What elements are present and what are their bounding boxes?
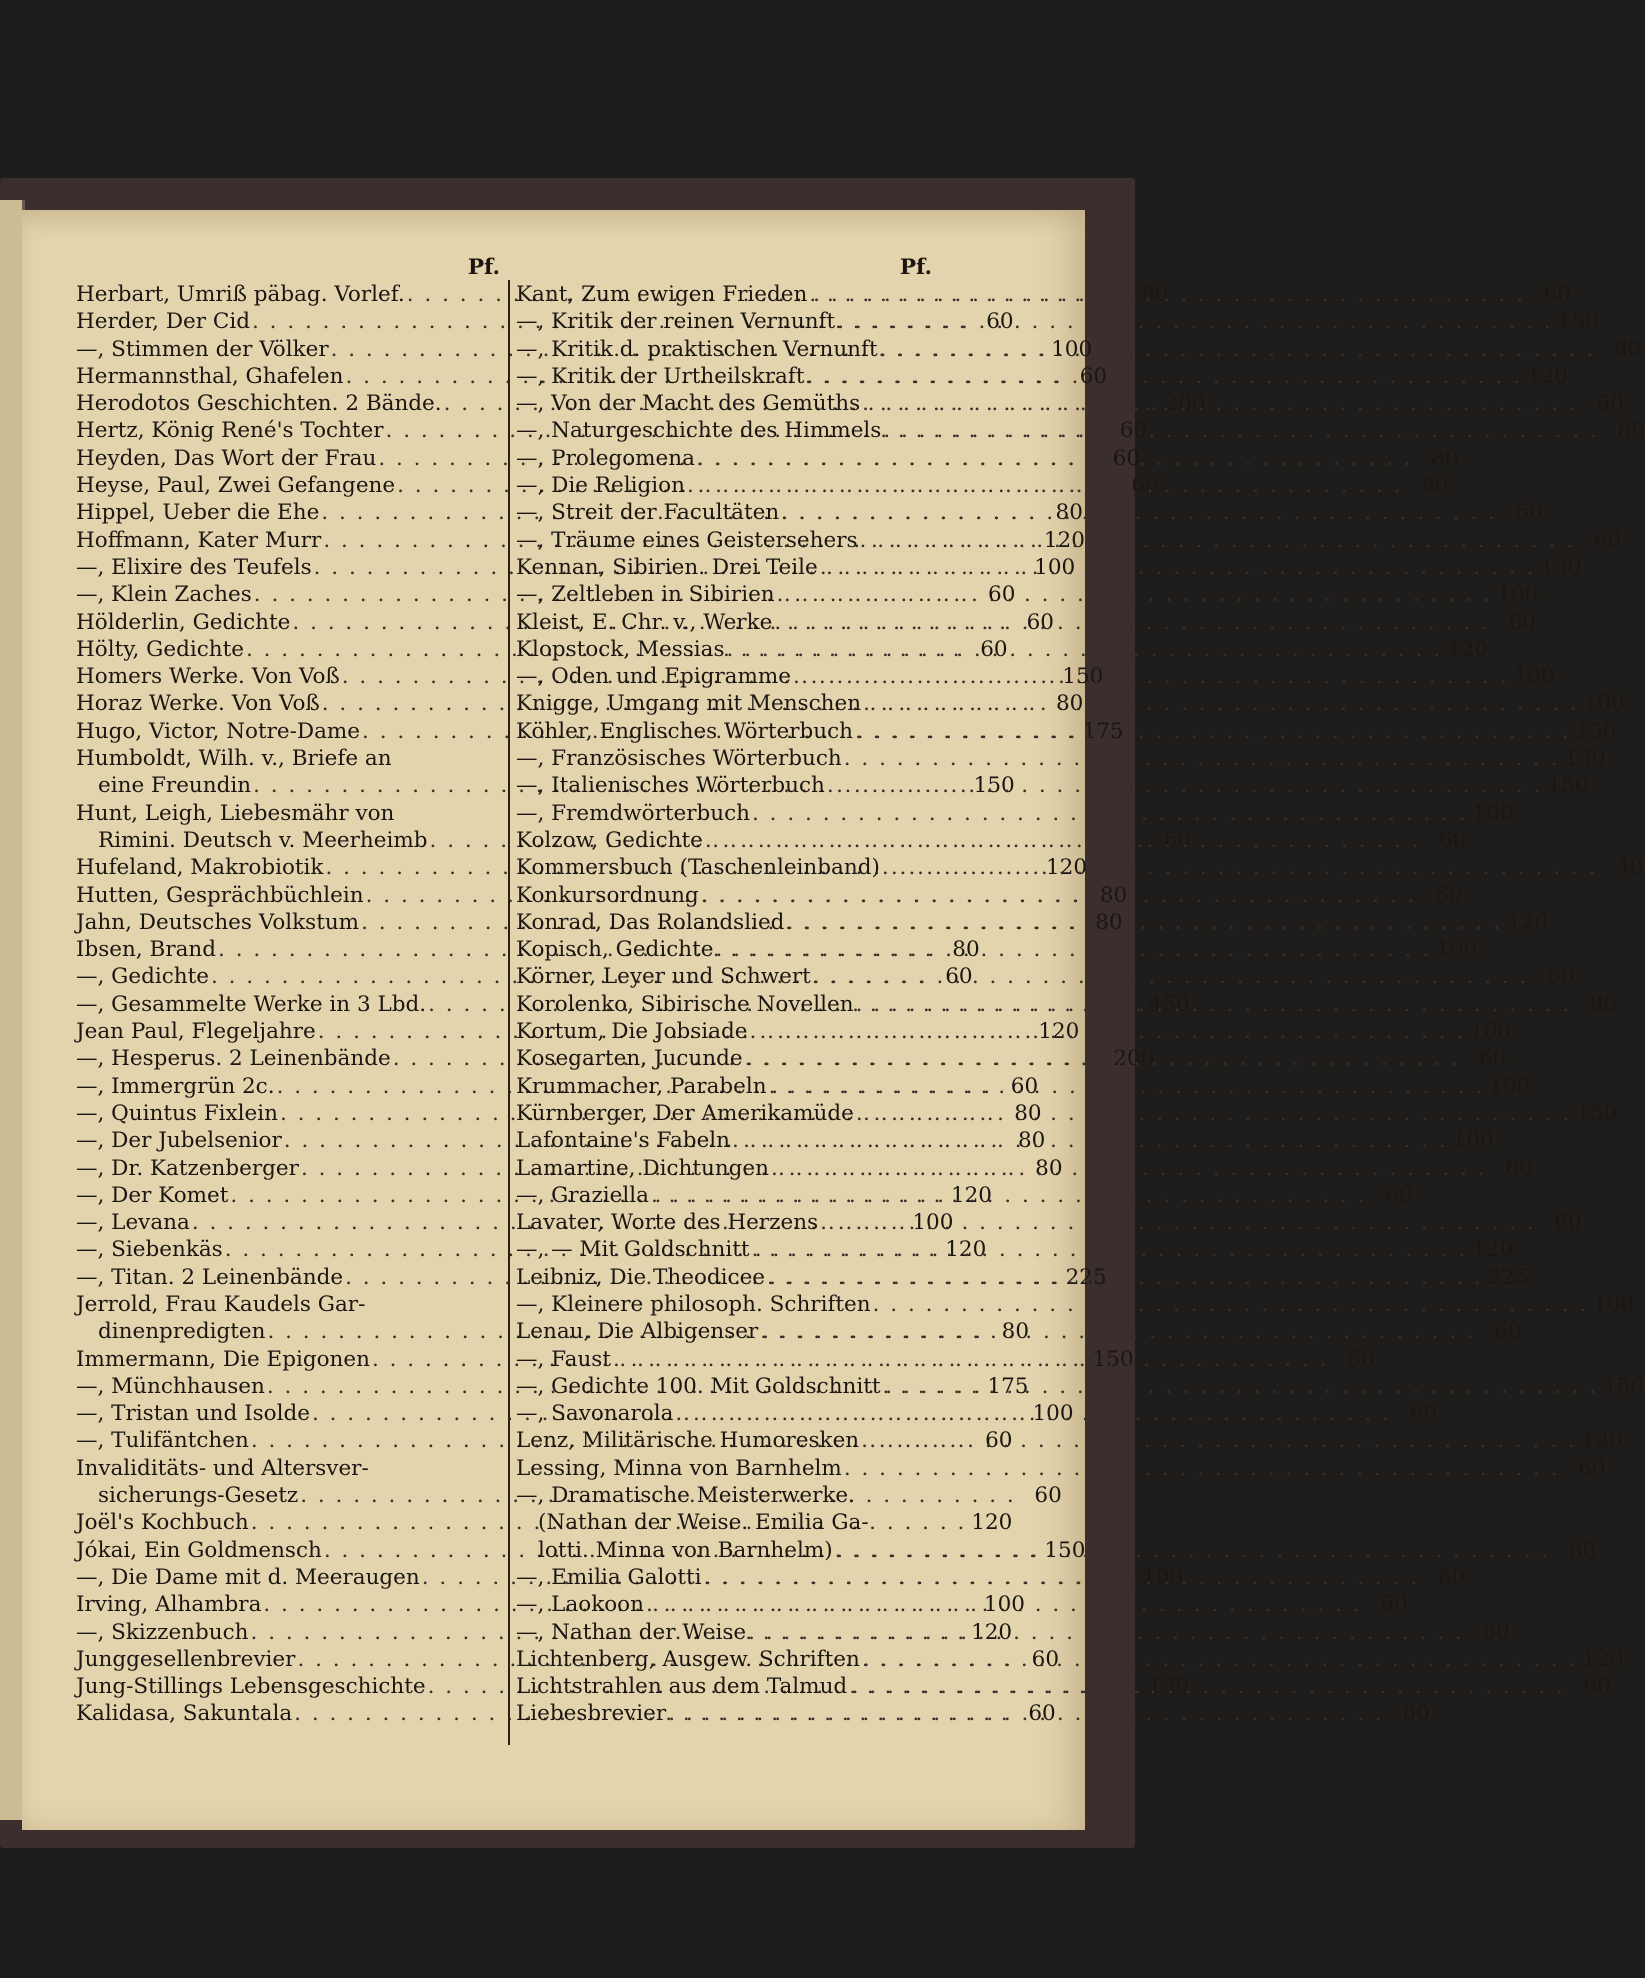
entry-title: Kennan, Sibirien. Drei Teile [516, 554, 818, 580]
entry-title: Lamartine, Dichtungen [516, 1155, 770, 1181]
entry-title: Hermannsthal, Ghafelen [76, 363, 344, 389]
entry-price: 100 [1435, 937, 1478, 963]
leader-dots [859, 1427, 1579, 1454]
entry-title: Kürnberger, Der Amerikamüde [516, 1100, 854, 1126]
entry-title: —, Die Religion [516, 473, 685, 499]
entry-price: 150 [1557, 309, 1599, 335]
entry-title: Immermann, Die Epigonen [76, 1346, 370, 1372]
entry-title: Krummacher, Parabeln [516, 1073, 767, 1099]
entry-price: 120 [1582, 1646, 1624, 1672]
catalog-entry [516, 1700, 1430, 1727]
leader-dots [861, 690, 1581, 717]
leader-dots [769, 1155, 1489, 1182]
entry-price: 80 [1099, 882, 1128, 908]
entry-price: 60 [1478, 1046, 1507, 1072]
catalog-entry [516, 772, 1589, 799]
entry-title: —, Der Komet [76, 1182, 229, 1208]
entry-title: —, Titan. 2 Leinenbände [76, 1264, 344, 1290]
entry-price: 100 [1470, 1019, 1512, 1045]
entry-title: —, Nathan der Weise [516, 1619, 747, 1645]
leader-dots [666, 1700, 1386, 1727]
entry-title: Kolzow, Gedichte [516, 827, 703, 853]
leader-dots [860, 390, 1580, 417]
entry-price: 80 [1095, 909, 1123, 935]
entry-title: —, Laokoon [516, 1592, 644, 1618]
leader-dots [713, 936, 1433, 963]
entry-title: —, Levana [76, 1210, 190, 1236]
entry-price: 60 [1112, 445, 1140, 471]
entry-price: 60 [1402, 1701, 1430, 1727]
entry-title: Hutten, Gesprächbüchlein [76, 882, 364, 908]
entry-price: 100 [1497, 582, 1539, 608]
entry-title: —, Zeltleben in Sibirien [516, 582, 775, 608]
entry-price: 60 [986, 309, 1014, 335]
entry-title: Klopstock, Messias [516, 636, 725, 662]
entry-title: Leibniz, Die Theodicee [516, 1264, 766, 1290]
leader-dots [703, 827, 1423, 854]
entry-price: 60 [1079, 363, 1108, 389]
entry-title: lotti. Minna von Barnhelm) [538, 1537, 833, 1563]
entry-price: 60 [1434, 882, 1463, 908]
entry-price: 60 [1547, 964, 1575, 990]
entry-price: 225 [1065, 1264, 1107, 1290]
entry-title: Herbart, Umriß päbag. Vorlef. [76, 282, 405, 307]
catalog-entry [516, 800, 1514, 827]
leader-dots [880, 854, 1600, 881]
entry-price: 60 [1437, 1564, 1466, 1590]
entry-price: 100 [1452, 1128, 1494, 1154]
entry-price: 60 [1554, 1210, 1582, 1236]
entry-price: 150 [1564, 746, 1606, 772]
entry-title: —, Von der Macht des Gemüths [516, 391, 861, 417]
entry-price: 100 [1593, 1291, 1635, 1317]
entry-price: 60 [1163, 827, 1192, 853]
entry-title: —, Naturgeschichte des Himmels [516, 418, 882, 444]
price-header: Pf. [467, 255, 500, 280]
entry-title: Horaz Werke. Von Voß [76, 691, 320, 717]
entry-title: —, Französisches Wörterbuch [516, 746, 842, 772]
entry-price: 150 [1547, 773, 1589, 799]
entry-title: —, Dramatische Meisterwerke. [516, 1483, 855, 1509]
entry-title: Jerrold, Frau Kaudels Gar- [76, 1291, 366, 1317]
entry-price: 120 [971, 1510, 1013, 1536]
entry-title: —, Fremdwörterbuch [516, 800, 751, 826]
entry-title: Rimini. Deutsch v. Meerheimb [98, 827, 428, 853]
entry-title: Lavater, Worte des Herzens [516, 1210, 819, 1236]
leader-dots [702, 1564, 1422, 1591]
entry-price: 450 [1148, 991, 1190, 1017]
entry-title: —, Tristan und Isolde [76, 1401, 310, 1427]
entry-price: 150 [1603, 1373, 1645, 1399]
entry-title: —, Kritik der Urtheilskraft [516, 363, 805, 389]
entry-price: 80 [1001, 1319, 1030, 1345]
entry-title: Hölderlin, Gedichte [76, 609, 291, 635]
entry-price: 80 [1568, 1537, 1597, 1563]
entry-title: Hufeland, Makrobiotik [76, 855, 324, 881]
entry-title: Invaliditäts- und Altersver- [76, 1455, 369, 1481]
leader-dots [881, 1373, 1601, 1400]
catalog-entry [76, 745, 504, 772]
leader-dots [784, 909, 1504, 936]
entry-title: —, Münchhausen [76, 1373, 265, 1399]
entry-title: Hoffmann, Kater Murr [76, 527, 322, 553]
entry-title: Lenau, Die Albigenser [516, 1319, 759, 1345]
entry-price: 60 [1593, 527, 1622, 553]
entry-price: 60 [945, 964, 973, 990]
entry-price: 150 [1540, 554, 1582, 580]
entry-price: 80 [1035, 1155, 1063, 1181]
entry-price: 60 [1505, 1155, 1533, 1181]
entry-price: 200 [1164, 391, 1206, 417]
column-divider [508, 280, 510, 1745]
entry-title: Humboldt, Wilh. v., Briefe an [76, 746, 392, 772]
entry-title: —, Kritik d. praktischen Vernunft [516, 336, 878, 362]
entry-price: 100 [1032, 1401, 1074, 1427]
entry-title: —, Der Jubelsenior [76, 1128, 282, 1154]
entry-price: 120 [1038, 1019, 1080, 1045]
entry-title: —, Elixire des Teufels [76, 554, 312, 580]
entry-price: 200 [1113, 1046, 1155, 1072]
leader-dots [750, 1236, 1470, 1263]
entry-title: Kleist, E. Chr. v., Werke [516, 609, 773, 635]
entry-title: —, Quintus Fixlein [76, 1100, 278, 1126]
entry-price: 150 [1044, 1537, 1086, 1563]
catalog-entry [76, 1455, 504, 1482]
entry-title: Jean Paul, Flegeljahre [76, 1019, 316, 1045]
leader-dots [730, 1127, 1450, 1154]
entry-price: 80 [1613, 336, 1642, 362]
entry-title: —, Immergrün 2c. [76, 1073, 275, 1099]
entry-price: 60 [1409, 1401, 1437, 1427]
leader-dots [779, 499, 1499, 526]
entry-price: 60 [1385, 1182, 1413, 1208]
entry-price: 60 [1439, 827, 1467, 853]
entry-price: 60 [1028, 1701, 1056, 1727]
entry-price: 100 [1583, 691, 1625, 717]
entry-title: —, Siebenkäs [76, 1237, 223, 1263]
entry-title: Lichtenberg, Ausgew. Schriften [516, 1646, 860, 1672]
entry-price: 80 [1431, 445, 1459, 471]
entry-price: 100 [1489, 1073, 1531, 1099]
entry-price: 100 [1051, 336, 1093, 362]
leader-dots [818, 554, 1538, 581]
leader-dots [807, 281, 1527, 308]
leader-dots [673, 1400, 1393, 1427]
entry-price: 60 [1543, 282, 1571, 307]
entry-title: Lenz, Militärische Humoresken [516, 1428, 860, 1454]
leader-dots [695, 445, 1415, 472]
entry-title: —, Italienisches Wörterbuch [516, 773, 825, 799]
leader-dots [842, 1455, 1562, 1482]
entry-price: 60 [1131, 473, 1159, 499]
entry-title: Homers Werke. Von Voß [76, 664, 340, 690]
leader-dots [871, 1291, 1591, 1318]
entry-title: Joël's Kochbuch [76, 1510, 249, 1536]
entry-title: Kant, Zum ewigen Frieden [516, 282, 808, 307]
leader-dots [858, 527, 1578, 554]
entry-price: 80 [1141, 282, 1169, 307]
entry-title: Heyse, Paul, Zwei Gefangene [76, 473, 396, 499]
entry-title: Herodotos Geschichten. 2 Bände. [76, 391, 442, 417]
entry-title: Jókai, Ein Goldmensch [76, 1537, 322, 1563]
entry-title: Ibsen, Brand [76, 937, 217, 963]
entry-title: Kalidasa, Sakuntala [76, 1701, 293, 1727]
leader-dots [835, 308, 1555, 335]
entry-price: 150 [1575, 718, 1617, 744]
entry-price: 100 [983, 1592, 1025, 1618]
entry-title: —, Gesammelte Werke in 3 Lbd. [76, 991, 427, 1017]
entry-price: 60 [1347, 1346, 1375, 1372]
catalog-entry [76, 1291, 504, 1318]
entry-title: Irving, Alhambra [76, 1592, 262, 1618]
entry-title: (Nathan der Weise. Emilia Ga- [538, 1510, 869, 1536]
entry-price: 120 [1581, 1428, 1623, 1454]
entry-price: 60 [1596, 391, 1624, 417]
entry-price: 120 [1043, 527, 1085, 553]
entry-title: Kortum, Die Jobsiade [516, 1019, 748, 1045]
entry-title: —, Faust [516, 1346, 611, 1372]
leader-dots [853, 718, 1573, 745]
entry-title: Hunt, Leigh, Liebesmähr von [76, 800, 395, 826]
leader-dots [833, 1537, 1553, 1564]
leader-dots [767, 1073, 1487, 1100]
entry-title: sicherungs-Gesetz [98, 1483, 299, 1509]
entry-price: 150 [1062, 664, 1104, 690]
entry-title: Kommersbuch (Taschenleinband) [516, 855, 880, 881]
entry-price: 40 [1616, 855, 1644, 881]
entry-title: Kosegarten, Jucunde [516, 1046, 743, 1072]
entry-price: 60 [1578, 1455, 1606, 1481]
entry-price: 120 [950, 1182, 992, 1208]
entry-price: 80 [1589, 991, 1618, 1017]
entry-title: Köhler, Englisches Wörterbuch [516, 718, 854, 744]
entry-price: 120 [945, 1237, 987, 1263]
leader-dots [649, 1182, 1369, 1209]
entry-price: 60 [1583, 1674, 1611, 1700]
entry-title: Lafontaine's Fabeln [516, 1128, 731, 1154]
entry-title: Heyden, Das Wort der Frau [76, 445, 377, 471]
leader-dots [804, 363, 1524, 390]
leader-dots [644, 1591, 1364, 1618]
entry-title: eine Freundin [98, 773, 252, 799]
entry-price: 60 [1010, 1073, 1039, 1099]
entry-title: Herder, Der Cid [76, 309, 250, 335]
leader-dots [750, 800, 1470, 827]
catalog-entry [516, 827, 1467, 854]
leader-dots [747, 1018, 1467, 1045]
entry-price: 100 [1472, 800, 1514, 826]
entry-title: Kopisch, Gedichte [516, 937, 714, 963]
leader-dots [854, 1100, 1574, 1127]
entry-title: Hertz, König René's Tochter [76, 418, 384, 444]
entry-title: Hugo, Victor, Notre-Dame [76, 718, 361, 744]
leader-dots [847, 1673, 1567, 1700]
entry-title: —, Klein Zaches [76, 582, 252, 608]
entry-price: 175 [1082, 718, 1124, 744]
entry-price: 60 [1119, 418, 1148, 444]
entry-price: 80 [1055, 500, 1083, 526]
entry-title: —, Savonarola [516, 1401, 674, 1427]
catalog-entry [516, 1509, 936, 1536]
entry-price: 150 [973, 773, 1015, 799]
entry-title: Lessing, Minna von Barnhelm [516, 1455, 842, 1481]
entry-title: Liebesbrevier [516, 1701, 667, 1727]
leader-dots [818, 1209, 1538, 1236]
entry-title: —, Hesperus. 2 Leinenbände [76, 1046, 391, 1072]
entry-title: Knigge, Umgang mit Menschen [516, 691, 862, 717]
entry-title: —, Streit der Facultäten [516, 500, 780, 526]
entry-title: —, Gedichte [76, 964, 209, 990]
leader-dots [825, 772, 1545, 799]
entry-price: 60 [1508, 609, 1536, 635]
catalog-entry [516, 963, 1575, 990]
entry-price: 60 [1034, 1483, 1062, 1509]
entry-title: Korolenko, Sibirische Novellen [516, 991, 854, 1017]
entry-title: Junggesellenbrevier [76, 1646, 296, 1672]
entry-title: Konkursordnung [516, 882, 699, 908]
entry-price: 100 [912, 1210, 954, 1236]
catalog-entry [76, 800, 504, 827]
leader-dots [758, 1318, 1478, 1345]
entry-title: Jahn, Deutsches Volkstum [76, 909, 360, 935]
catalog-entry [516, 609, 1536, 636]
entry-title: Hippel, Ueber die Ehe [76, 500, 320, 526]
entry-title: —, Emilia Galotti [516, 1564, 702, 1590]
entry-title: —, Dr. Katzenberger [76, 1155, 299, 1181]
entry-title: Lichtstrahlen aus dem Talmud [516, 1674, 848, 1700]
entry-price: 60 [980, 636, 1008, 662]
leader-dots [685, 472, 1405, 499]
entry-title: —, Graziella [516, 1182, 649, 1208]
entry-price: 120 [1447, 636, 1489, 662]
leader-dots [860, 1646, 1580, 1673]
entry-title: —, Prolegomena [516, 445, 695, 471]
leader-dots [775, 581, 1495, 608]
entry-price: 100 [1034, 554, 1076, 580]
entry-title: —, Skizzenbuch [76, 1619, 249, 1645]
entry-price: 120 [1527, 363, 1569, 389]
entry-price: 80 [1617, 418, 1645, 444]
entry-price: 60 [1026, 609, 1054, 635]
entry-price: 150 [1092, 1346, 1134, 1372]
catalog-entry [516, 1455, 1606, 1482]
leader-dots [746, 1619, 1466, 1646]
entry-title: —, Die Dame mit d. Meeraugen [76, 1564, 420, 1590]
leader-dots [725, 636, 1445, 663]
entry-price: 60 [1515, 500, 1543, 526]
entry-title: dinenpredigten [98, 1319, 266, 1345]
entry-price: 120 [971, 1619, 1013, 1645]
leader-dots [854, 991, 1574, 1018]
entry-price: 120 [1506, 909, 1549, 935]
leader-dots [611, 1346, 1331, 1373]
entry-title: —, — Mit Goldschnitt [516, 1237, 750, 1263]
entry-price: 60 [1380, 1592, 1408, 1618]
entry-price: 60 [1482, 1619, 1510, 1645]
catalog-entry [516, 745, 1606, 772]
entry-title: —, Kleinere philosoph. Schriften [516, 1291, 871, 1317]
entry-price: 225 [1487, 1264, 1529, 1290]
entry-title: Konrad, Das Rolandslied [516, 909, 785, 935]
leader-dots [881, 417, 1601, 444]
entry-price: 100 [1513, 664, 1555, 690]
catalog-entry [516, 1209, 1582, 1236]
entry-title: —, Oden und Epigramme [516, 664, 791, 690]
entry-price: 80 [952, 937, 980, 963]
catalog-entry [516, 1482, 936, 1509]
leader-dots [772, 609, 1492, 636]
entry-title: Körner, Leyer und Schwert [516, 964, 811, 990]
entry-price: 175 [987, 1373, 1029, 1399]
catalog-entry [516, 1264, 1529, 1291]
leader-dots [811, 963, 1531, 990]
entry-title: —, Tulifäntchen [76, 1428, 249, 1454]
entry-title: —, Stimmen der Völker [76, 336, 329, 362]
entry-title: Jung-Stillings Lebensgeschichte [76, 1674, 426, 1700]
entry-title: —, Kritik der reinen Vernunft [516, 309, 836, 335]
price-header: Pf. [899, 255, 932, 280]
entry-price: 80 [1014, 1100, 1042, 1126]
entry-price: 60 [988, 582, 1016, 608]
entry-price: 60 [1494, 1319, 1522, 1345]
leader-dots [765, 1264, 1485, 1291]
entry-price: 120 [1046, 855, 1088, 881]
entry-price: 80 [1018, 1128, 1046, 1154]
entry-title: —, Gedichte 100. Mit Goldschnitt [516, 1373, 881, 1399]
entry-title: —, Träume eines Geistersehers [516, 527, 858, 553]
entry-price: 100 [1142, 1564, 1184, 1590]
entry-price: 120 [1472, 1237, 1514, 1263]
entry-price: 150 [1148, 1674, 1190, 1700]
entry-price: 60 [1031, 1646, 1060, 1672]
entry-price: 80 [1421, 473, 1449, 499]
entry-price: 60 [985, 1428, 1013, 1454]
entry-price: 80 [1055, 691, 1084, 717]
leader-dots [791, 663, 1511, 690]
leader-dots [699, 882, 1419, 909]
leader-dots [743, 1045, 1463, 1072]
catalog-entry [516, 1236, 1514, 1263]
leader-dots [878, 336, 1598, 363]
leader-dots [842, 745, 1562, 772]
entry-title: Hölty, Gedichte [76, 636, 244, 662]
catalog-entry [516, 1291, 1635, 1318]
entry-price: 150 [1576, 1100, 1618, 1126]
